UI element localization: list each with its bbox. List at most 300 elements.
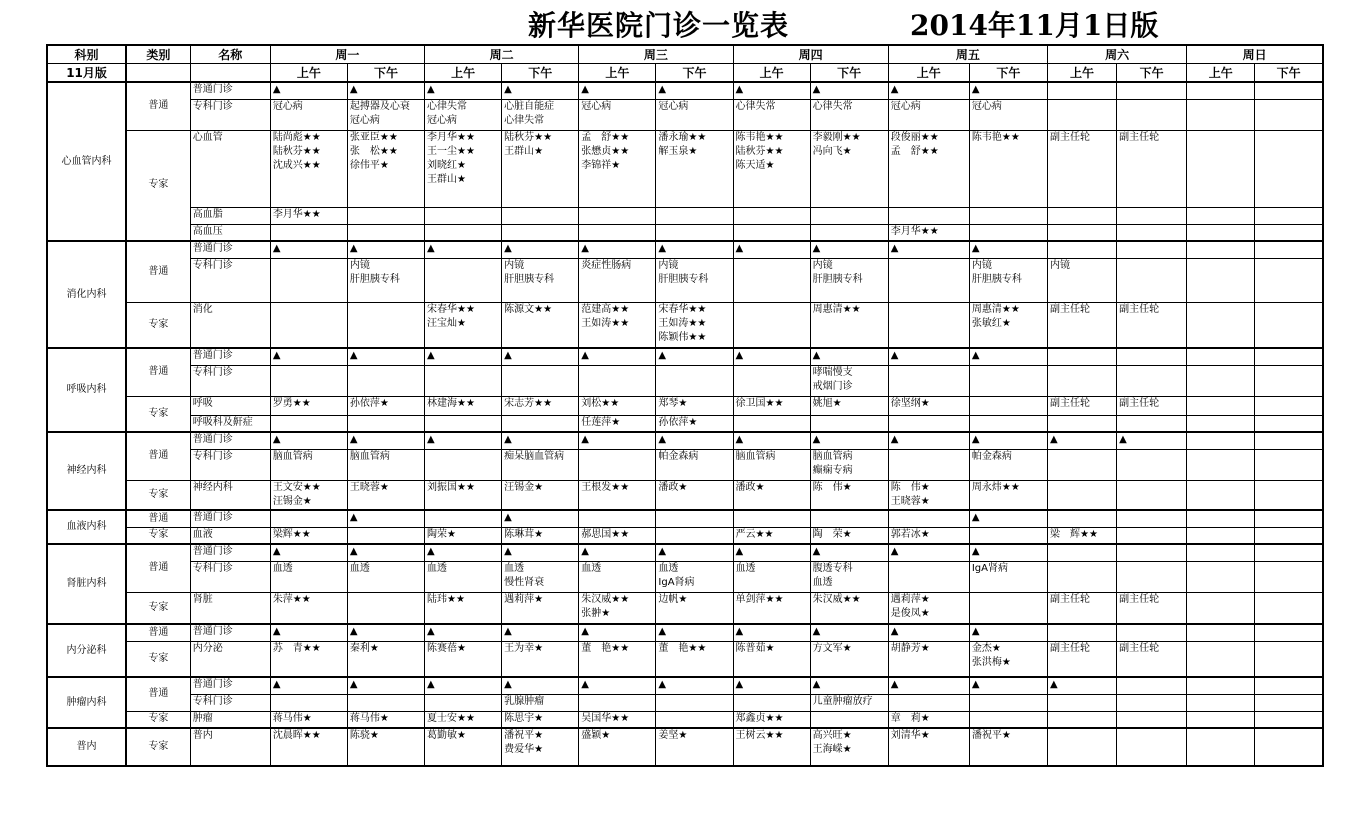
header-day: 周三 [579,45,733,64]
open-clinic-marker: ▲ [656,348,733,365]
clinic-name: 普通门诊 [190,348,270,365]
schedule-cell [347,694,424,711]
schedule-cell: 汪锡金★ [502,480,579,510]
open-clinic-marker: ▲ [656,82,733,99]
schedule-cell: 秦利★ [347,641,424,677]
schedule-cell [502,224,579,241]
schedule-row [47,241,1323,258]
schedule-cell: 儿童肿瘤放疗 [810,694,888,711]
category-label: 普通 [126,348,190,396]
open-clinic-marker: ▲ [347,544,424,561]
schedule-cell [425,207,502,224]
schedule-cell [502,415,579,432]
schedule-cell [1255,641,1323,677]
open-clinic-marker: ▲ [347,241,424,258]
schedule-cell [656,527,733,544]
clinic-name: 专科门诊 [190,99,270,130]
schedule-cell [1117,711,1187,728]
category-label: 普通 [126,432,190,480]
header-pm: 下午 [347,64,424,83]
schedule-cell [347,415,424,432]
clinic-name: 呼吸科及鼾症 [190,415,270,432]
open-clinic-marker: ▲ [888,348,969,365]
schedule-cell [733,207,810,224]
schedule-cell [347,527,424,544]
schedule-cell: 副主任轮 [1117,592,1187,624]
schedule-cell [1187,527,1255,544]
department-name: 神经内科 [47,432,126,510]
schedule-row [47,561,1323,592]
schedule-cell [1255,82,1323,99]
open-clinic-marker: ▲ [733,624,810,641]
open-clinic-marker: ▲ [502,510,579,527]
category-label: 专家 [126,302,190,348]
category-label: 专家 [126,711,190,728]
open-clinic-marker: ▲ [425,82,502,99]
open-clinic-marker: ▲ [347,432,424,449]
schedule-cell [888,415,969,432]
open-clinic-marker: ▲ [425,544,502,561]
department-name: 肾脏内科 [47,544,126,624]
open-clinic-marker: ▲ [969,82,1047,99]
open-clinic-marker: ▲ [810,624,888,641]
schedule-cell: 姜坚★ [656,728,733,766]
clinic-name: 心血管 [190,130,270,207]
header-day: 周日 [1187,45,1323,64]
schedule-cell [1117,258,1187,302]
schedule-cell: 朱汉威★★ 张翀★ [579,592,656,624]
schedule-table [46,44,1324,767]
schedule-cell [1117,207,1187,224]
schedule-cell: 内镜 肝胆胰专科 [969,258,1047,302]
schedule-cell: 痴呆脑血管病 [502,449,579,480]
schedule-cell [270,694,347,711]
open-clinic-marker: ▲ [888,544,969,561]
schedule-cell: 内镜 肝胆胰专科 [347,258,424,302]
schedule-row [47,510,1323,527]
schedule-cell: 陆秋芬★★ 王群山★ [502,130,579,207]
clinic-name: 肿瘤 [190,711,270,728]
schedule-cell: 潘政★ [733,480,810,510]
open-clinic-marker: ▲ [270,241,347,258]
schedule-cell [1047,365,1116,396]
schedule-cell [425,415,502,432]
open-clinic-marker: ▲ [733,677,810,694]
schedule-cell [502,365,579,396]
clinic-name: 肾脏 [190,592,270,624]
schedule-cell: 腹透专科 血透 [810,561,888,592]
schedule-cell [270,224,347,241]
schedule-cell [1187,258,1255,302]
schedule-cell: 宋春华★★ 王如涛★★ 陈颖伟★★ [656,302,733,348]
schedule-cell [1187,365,1255,396]
header-am: 上午 [270,64,347,83]
schedule-cell: 郑鑫贞★★ [733,711,810,728]
schedule-cell: 李毅刚★★ 冯向飞★ [810,130,888,207]
schedule-row [47,624,1323,641]
schedule-cell: 孙依萍★ [347,396,424,415]
schedule-cell [1255,432,1323,449]
schedule-cell: 血透 IgA肾病 [656,561,733,592]
schedule-cell [1047,99,1116,130]
open-clinic-marker: ▲ [969,241,1047,258]
schedule-cell [1117,415,1187,432]
open-clinic-marker: ▲ [733,82,810,99]
schedule-cell [1255,224,1323,241]
schedule-cell [969,711,1047,728]
schedule-cell [579,510,656,527]
schedule-row [47,544,1323,561]
schedule-cell [347,207,424,224]
schedule-cell: 脑血管病 [733,449,810,480]
schedule-cell: 蒋马伟★ [347,711,424,728]
clinic-name: 专科门诊 [190,258,270,302]
schedule-row [47,258,1323,302]
open-clinic-marker: ▲ [969,432,1047,449]
schedule-cell: 帕金森病 [969,449,1047,480]
page-title: 新华医院门诊一览表 [528,9,790,42]
schedule-cell [1047,544,1116,561]
clinic-name: 高血压 [190,224,270,241]
schedule-cell [656,694,733,711]
open-clinic-marker: ▲ [270,82,347,99]
schedule-cell [270,302,347,348]
schedule-cell: 副主任轮 [1117,302,1187,348]
open-clinic-marker: ▲ [502,677,579,694]
department-name: 肿瘤内科 [47,677,126,728]
schedule-cell [1047,694,1116,711]
schedule-cell: 血透 [270,561,347,592]
schedule-cell [425,510,502,527]
schedule-cell: 乳腺肿瘤 [502,694,579,711]
schedule-cell [1187,207,1255,224]
schedule-cell: 边帆★ [656,592,733,624]
schedule-cell: 心脏自能症 心律失常 [502,99,579,130]
header-row-ampm [47,64,1323,83]
schedule-cell: 孟 舒★★ 张懋贞★★ 李锦祥★ [579,130,656,207]
open-clinic-marker: ▲ [579,241,656,258]
open-clinic-marker: ▲ [270,544,347,561]
clinic-name: 专科门诊 [190,561,270,592]
schedule-row [47,365,1323,396]
schedule-cell [1117,480,1187,510]
header-am: 上午 [1187,64,1255,83]
schedule-cell [1187,561,1255,592]
schedule-cell [347,592,424,624]
schedule-cell [1255,99,1323,130]
header-blank [126,64,190,83]
schedule-cell [579,449,656,480]
clinic-name: 普内 [190,728,270,766]
schedule-cell: 章 莉★ [888,711,969,728]
schedule-row [47,207,1323,224]
schedule-cell: 遇莉萍★ [502,592,579,624]
open-clinic-marker: ▲ [502,432,579,449]
header-pm: 下午 [969,64,1047,83]
schedule-cell [810,207,888,224]
schedule-cell: 王根发★★ [579,480,656,510]
schedule-cell [733,224,810,241]
schedule-cell [969,207,1047,224]
header-am: 上午 [579,64,656,83]
schedule-cell [1047,480,1116,510]
schedule-cell: 王文安★★ 汪锡金★ [270,480,347,510]
schedule-cell [425,694,502,711]
schedule-row [47,99,1323,130]
schedule-cell [1187,641,1255,677]
schedule-cell [1187,510,1255,527]
schedule-cell [347,302,424,348]
schedule-cell [579,224,656,241]
schedule-cell: 沈晨晖★★ [270,728,347,766]
schedule-cell [656,365,733,396]
schedule-cell: 陈普茹★ [733,641,810,677]
schedule-cell [1117,348,1187,365]
open-clinic-marker: ▲ [656,677,733,694]
category-label: 专家 [126,641,190,677]
schedule-cell: 周惠清★★ 张敏红★ [969,302,1047,348]
open-clinic-marker: ▲ [502,241,579,258]
schedule-cell [969,694,1047,711]
open-clinic-marker: ▲ [969,510,1047,527]
schedule-cell: 副主任轮 [1047,130,1116,207]
open-clinic-marker: ▲ [579,544,656,561]
schedule-cell [1117,241,1187,258]
schedule-cell [1047,207,1116,224]
schedule-cell [733,258,810,302]
open-clinic-marker: ▲ [733,544,810,561]
schedule-cell [810,415,888,432]
schedule-cell: 副主任轮 [1117,396,1187,415]
schedule-cell: 内镜 [1047,258,1116,302]
schedule-cell [579,207,656,224]
schedule-cell: 梁 辉★★ [1047,527,1116,544]
schedule-cell: 潘永瑜★★ 解玉泉★ [656,130,733,207]
schedule-cell [1187,130,1255,207]
schedule-cell [1255,728,1323,766]
clinic-name: 消化 [190,302,270,348]
clinic-name: 呼吸 [190,396,270,415]
schedule-cell [1117,561,1187,592]
schedule-cell: 盛颖★ [579,728,656,766]
schedule-cell: 冠心病 [270,99,347,130]
clinic-name: 专科门诊 [190,365,270,396]
category-label: 普通 [126,624,190,641]
category-label: 专家 [126,130,190,241]
department-name: 内分泌科 [47,624,126,677]
schedule-cell: 哮喘慢支 戒烟门诊 [810,365,888,396]
header-pm: 下午 [656,64,733,83]
schedule-cell: 郭若冰★ [888,527,969,544]
schedule-cell: 朱汉威★★ [810,592,888,624]
schedule-cell: 林建海★★ [425,396,502,415]
open-clinic-marker: ▲ [969,348,1047,365]
clinic-name: 普通门诊 [190,82,270,99]
schedule-cell: 陈赛蓓★ [425,641,502,677]
schedule-cell: 陈骁★ [347,728,424,766]
schedule-cell [1117,624,1187,641]
schedule-cell [1255,449,1323,480]
open-clinic-marker: ▲ [270,348,347,365]
header-pm: 下午 [1117,64,1187,83]
version-date: 2014年11月1日版 [910,9,1159,42]
schedule-cell [1047,348,1116,365]
schedule-cell [1047,82,1116,99]
schedule-cell [656,224,733,241]
header-pm: 下午 [502,64,579,83]
schedule-cell: 李月华★★ [270,207,347,224]
clinic-name: 普通门诊 [190,677,270,694]
open-clinic-marker: ▲ [733,241,810,258]
schedule-cell [1187,415,1255,432]
schedule-cell: 宋春华★★ 汪宝灿★ [425,302,502,348]
schedule-cell: 夏士安★★ [425,711,502,728]
schedule-cell: 陈 伟★ [810,480,888,510]
schedule-cell [425,224,502,241]
schedule-row [47,677,1323,694]
schedule-cell: 董 艳★★ [579,641,656,677]
header-pm: 下午 [810,64,888,83]
open-clinic-marker: ▲ [656,624,733,641]
schedule-cell [888,258,969,302]
schedule-cell [810,224,888,241]
schedule-cell: 陈韦艳★★ [969,130,1047,207]
clinic-name: 内分泌 [190,641,270,677]
schedule-row [47,728,1323,766]
schedule-row [47,130,1323,207]
category-label: 普通 [126,241,190,302]
schedule-cell [1255,365,1323,396]
category-label: 专家 [126,592,190,624]
schedule-cell: 冠心病 [888,99,969,130]
clinic-name: 普通门诊 [190,544,270,561]
schedule-cell [347,365,424,396]
category-label: 普通 [126,677,190,711]
open-clinic-marker: ▲ [425,348,502,365]
open-clinic-marker: ▲ [425,241,502,258]
schedule-cell: 遇莉萍★ 是俊凤★ [888,592,969,624]
schedule-row [47,449,1323,480]
schedule-cell [1117,224,1187,241]
schedule-cell [1255,480,1323,510]
schedule-cell [1047,510,1116,527]
open-clinic-marker: ▲ [810,432,888,449]
header-dept: 科别 [47,45,126,64]
schedule-cell [1117,527,1187,544]
schedule-row [47,415,1323,432]
schedule-cell: IgA肾病 [969,561,1047,592]
open-clinic-marker: ▲ [733,432,810,449]
schedule-cell: 脑血管病 [347,449,424,480]
schedule-cell: 蒋马伟★ [270,711,347,728]
schedule-cell: 胡静芳★ [888,641,969,677]
schedule-cell [656,207,733,224]
schedule-cell [1187,694,1255,711]
schedule-cell: 心律失常 [810,99,888,130]
schedule-cell: 陶荣★ [425,527,502,544]
schedule-cell: 副主任轮 [1047,592,1116,624]
schedule-cell [1187,480,1255,510]
open-clinic-marker: ▲ [579,432,656,449]
schedule-cell [1047,449,1116,480]
schedule-cell: 郑琴★ [656,396,733,415]
schedule-cell: 陶 荣★ [810,527,888,544]
open-clinic-marker: ▲ [579,624,656,641]
schedule-cell: 高兴旺★ 王海嵘★ [810,728,888,766]
header-blank [190,64,270,83]
schedule-cell: 李月华★★ [888,224,969,241]
clinic-name: 血液 [190,527,270,544]
schedule-cell [1187,728,1255,766]
schedule-cell: 单剑萍★★ [733,592,810,624]
schedule-cell: 严云★★ [733,527,810,544]
header-month: 11月版 [47,64,126,83]
schedule-cell [1187,592,1255,624]
clinic-name: 神经内科 [190,480,270,510]
schedule-cell: 冠心病 [969,99,1047,130]
department-name: 消化内科 [47,241,126,348]
open-clinic-marker: ▲ [502,82,579,99]
schedule-row [47,711,1323,728]
open-clinic-marker: ▲ [347,624,424,641]
schedule-cell [810,711,888,728]
open-clinic-marker: ▲ [969,544,1047,561]
open-clinic-marker: ▲ [270,677,347,694]
clinic-name: 专科门诊 [190,694,270,711]
schedule-cell [425,365,502,396]
schedule-cell [969,224,1047,241]
schedule-cell: 陈源文★★ [502,302,579,348]
schedule-cell [1255,527,1323,544]
schedule-cell [656,711,733,728]
schedule-cell [888,694,969,711]
schedule-row [47,396,1323,415]
schedule-cell [270,365,347,396]
schedule-cell: 刘松★★ [579,396,656,415]
open-clinic-marker: ▲ [888,82,969,99]
clinic-name: 高血脂 [190,207,270,224]
schedule-row [47,641,1323,677]
schedule-cell: 冠心病 [579,99,656,130]
header-day: 周六 [1047,45,1186,64]
schedule-cell [1187,396,1255,415]
schedule-row [47,592,1323,624]
schedule-cell [1047,561,1116,592]
schedule-cell [733,302,810,348]
schedule-cell: 陈韦艳★★ 陆秋芬★★ 陈天适★ [733,130,810,207]
schedule-cell: 陈 伟★ 王晓蓉★ [888,480,969,510]
schedule-cell [1187,711,1255,728]
open-clinic-marker: ▲ [969,624,1047,641]
schedule-cell: 葛勤敏★ [425,728,502,766]
schedule-cell: 徐坚纲★ [888,396,969,415]
schedule-cell [1117,99,1187,130]
schedule-cell [1187,99,1255,130]
schedule-row [47,348,1323,365]
open-clinic-marker: ▲ [810,82,888,99]
schedule-cell: 潘祝平★ [969,728,1047,766]
schedule-cell [969,365,1047,396]
schedule-cell: 王树云★★ [733,728,810,766]
title-row [0,0,1364,44]
schedule-cell [1187,241,1255,258]
schedule-cell: 血透 [425,561,502,592]
schedule-cell [1255,415,1323,432]
header-name: 名称 [190,45,270,64]
schedule-cell: 苏 青★★ [270,641,347,677]
open-clinic-marker: ▲ [1047,432,1116,449]
open-clinic-marker: ▲ [888,677,969,694]
